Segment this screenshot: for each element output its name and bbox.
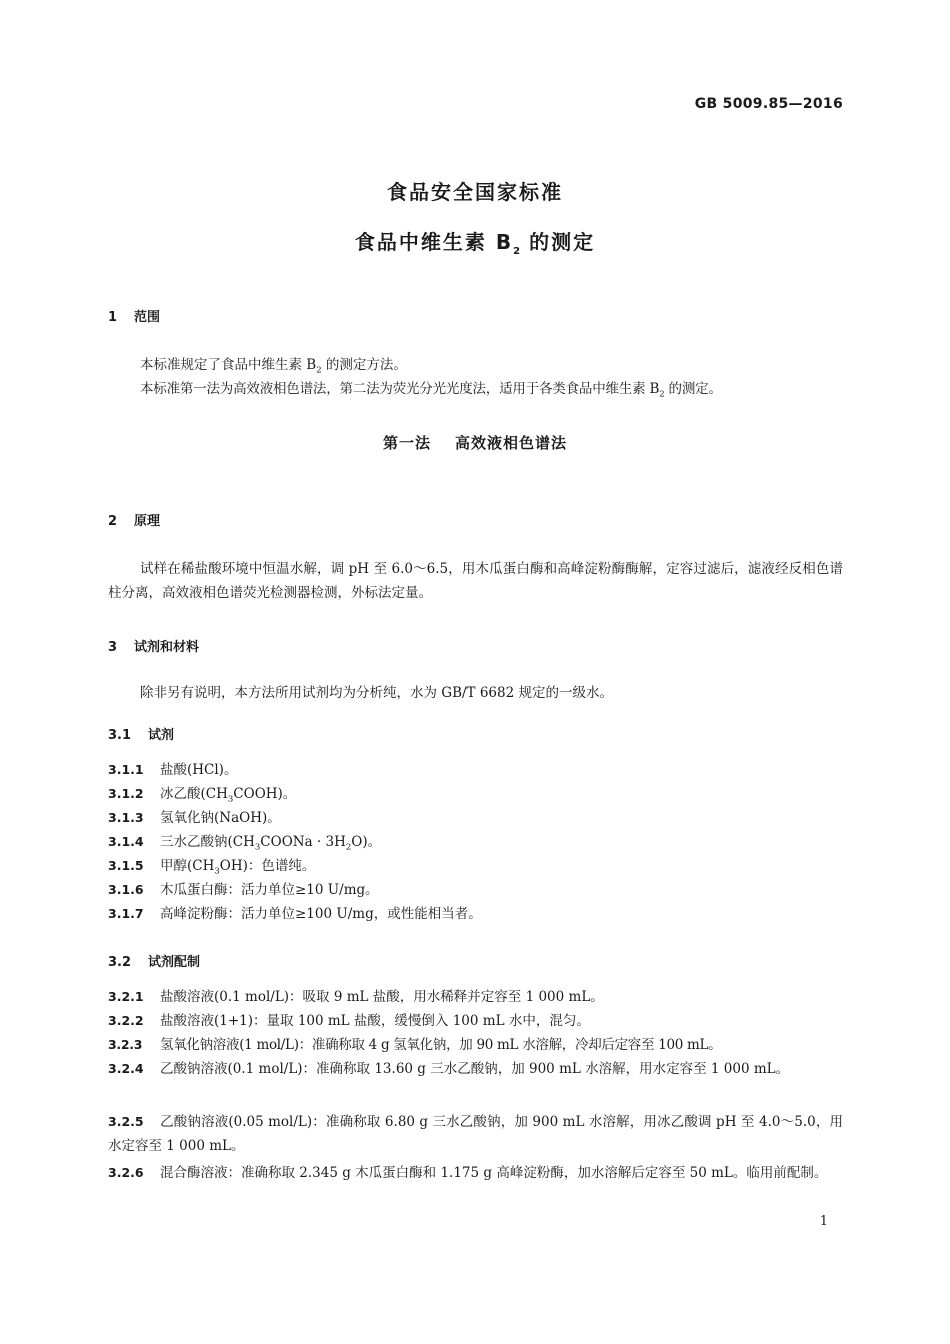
section-3-heading: 3 试剂和材料 xyxy=(108,640,200,655)
reagent-item: 3.1.1 盐酸(HCl)。 xyxy=(108,762,238,778)
section-2-paragraph: 试样在稀盐酸环境中恒温水解，调 pH 至 6.0～6.5，用木瓜蛋白酶和高峰淀粉酶酶解，定容过滤后，滤液经反相色谱柱分离，高效液相色谱荧光检测器检测，外标法定量。 xyxy=(108,561,843,601)
page-number: 1 xyxy=(819,1214,828,1229)
preparation-item: 3.2.6 混合酶溶液：准确称取 2.345 g 木瓜蛋白酶和 1.175 g 高峰淀粉酶，加水溶解后定容至 50 mL。临用前配制。 xyxy=(108,1165,828,1181)
standard-code: GB 5009.85—2016 xyxy=(694,96,843,112)
reagent-item: 3.1.5 甲醇$(CH_3OH)$：色谱纯。 xyxy=(108,858,316,877)
section-1-heading: 1 范围 xyxy=(108,310,161,325)
preparation-item: 3.2.5 乙酸钠溶液(0.05 mol/L)：准确称取 6.80 g 三水乙酸钠，加 900 mL 水溶解，用冰乙酸调 pH 至 4.0～5.0，用水定容至 1 000 mL。 xyxy=(108,1114,843,1154)
method-1-heading: 第一法 高效液相色谱法 xyxy=(382,434,568,452)
reagent-item: 3.1.2 冰乙酸$(CH_3COOH)$。 xyxy=(108,786,297,805)
document-subtitle: 食品中维生素 $B_2$ 的测定 xyxy=(354,230,596,257)
preparation-item: 3.2.1 盐酸溶液(0.1 mol/L)：吸取 9 mL 盐酸，用水稀释并定容至 1 000 mL。 xyxy=(108,989,604,1005)
reagent-item: 3.1.4 三水乙酸钠$(CH_3COONa \cdot 3H_2O)$。 xyxy=(108,834,382,853)
section-1-paragraph-1: 本标准规定了食品中维生素 $B_2$ 的测定方法。 xyxy=(140,357,407,376)
section-2-heading: 2 原理 xyxy=(108,514,161,529)
section-3-intro: 除非另有说明，本方法所用试剂均为分析纯，水为 GB/T 6682 规定的一级水。 xyxy=(140,685,613,701)
section-1-paragraph-2: 本标准第一法为高效液相色谱法，第二法为荧光分光光度法，适用于各类食品中维生素 $B_2$ 的测定。 xyxy=(140,381,722,400)
document-title: 食品安全国家标准 xyxy=(387,180,563,204)
reagent-item: 3.1.3 氢氧化钠(NaOH)。 xyxy=(108,810,281,826)
section-3-1-heading: 3.1 试剂 xyxy=(108,728,175,743)
section-3-2-heading: 3.2 试剂配制 xyxy=(108,955,201,970)
preparation-item: 3.2.3 氢氧化钠溶液(1 mol/L)：准确称取 4 g 氢氧化钠，加 90 mL 水溶解，冷却后定容至 100 mL。 xyxy=(108,1037,722,1053)
preparation-item: 3.2.2 盐酸溶液(1+1)：量取 100 mL 盐酸，缓慢倒入 100 mL 水中，混匀。 xyxy=(108,1013,590,1029)
preparation-item: 3.2.4 乙酸钠溶液(0.1 mol/L)：准确称取 13.60 g 三水乙酸钠，加 900 mL 水溶解，用水定容至 1 000 mL。 xyxy=(108,1061,790,1077)
reagent-item: 3.1.6 木瓜蛋白酶：活力单位≥10 U/mg。 xyxy=(108,882,379,898)
reagent-item: 3.1.7 高峰淀粉酶：活力单位≥100 U/mg，或性能相当者。 xyxy=(108,906,482,922)
